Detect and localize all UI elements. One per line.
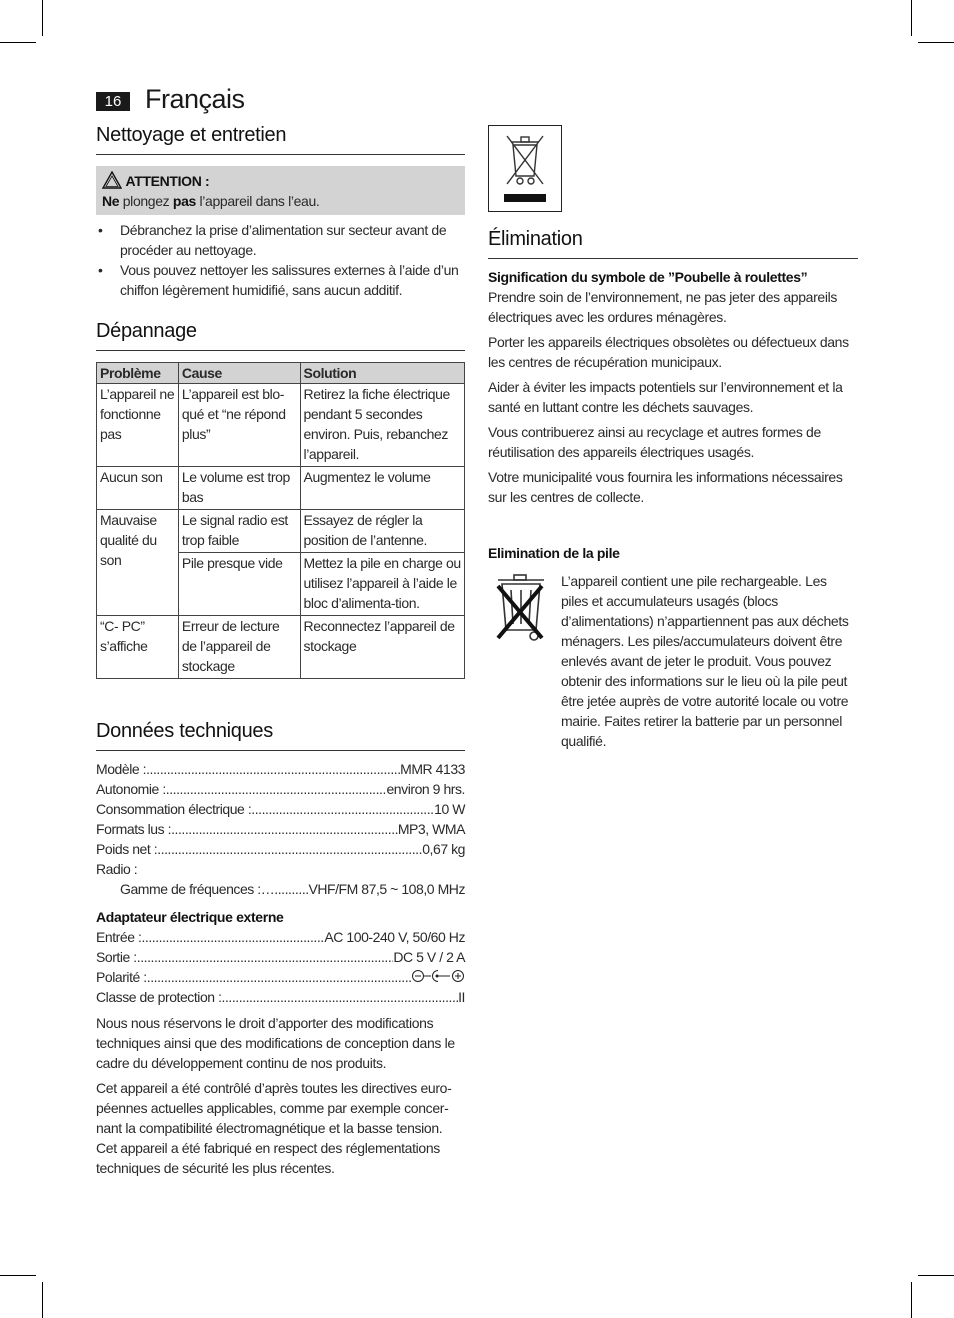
- column-header: Solution: [300, 363, 465, 384]
- section-rule: [96, 750, 465, 751]
- spec-label: Gamme de fréquences :…: [120, 881, 275, 897]
- spec-label: Radio :: [96, 861, 138, 877]
- crop-mark: [42, 0, 43, 36]
- warning-segment: l’appareil dans l’eau.: [195, 193, 320, 209]
- spec-label: Entrée :: [96, 929, 142, 945]
- problem-cell: “C- PC” s’affiche: [97, 616, 179, 679]
- list-item: • Vous pouvez nettoyer les salissures externes à l’aide d’un chiffon légèrement humidifié, sans aucun additif.: [96, 260, 465, 300]
- spec-value: DC 5 V / 2 A: [393, 949, 465, 965]
- spec-row: [96, 927, 465, 947]
- column-header: Cause: [178, 363, 300, 384]
- spec-value: AC 100-240 V, 50/60 Hz: [324, 929, 465, 945]
- spec-label: Classe de protection :: [96, 989, 222, 1005]
- crop-mark: [918, 42, 954, 43]
- spec-value: VHF/FM 87,5 ~ 108,0 MHz: [308, 881, 465, 897]
- solution-cell: Essayez de régler la position de l’antenne.: [300, 510, 465, 553]
- crop-mark: [42, 1282, 43, 1318]
- spec-row: [96, 859, 465, 879]
- disposal-paragraph: Aider à éviter les impacts potentiels sur l’environnement et la santé en luttant contre les déchets sauvages.: [488, 379, 843, 415]
- problem-cell: Mauvaise qualité du son: [97, 510, 179, 616]
- crop-mark: [911, 1282, 912, 1318]
- spec-row: [96, 839, 465, 859]
- spec-label: Consommation électrique :: [96, 801, 252, 817]
- spec-row: [96, 759, 465, 779]
- spec-label: Sortie :: [96, 949, 137, 965]
- section-rule: [488, 258, 858, 259]
- cause-cell: Le volume est trop bas: [178, 467, 300, 510]
- warning-box: [96, 166, 465, 215]
- warning-emphasis: Ne: [102, 193, 120, 209]
- battery-bin-symbol: [490, 572, 550, 651]
- specs-note: Cet appareil a été contrôlé d’après toutes les directives euro-péennes actuelles applicables, comme par exemple concer-nant la compatibilité électromagnétique et la basse tension. Cet appareil a été fabriqué en respect des réglementations techniques de sécurité les plus récentes.: [96, 1080, 452, 1176]
- table-row: [97, 510, 465, 553]
- crop-mark: [918, 1275, 954, 1276]
- disposal-paragraph: Porter les appareils électriques obsolètes ou défectueux dans les centres de récupération municipaux.: [488, 334, 849, 370]
- troubleshooting-title: Dépannage: [96, 320, 197, 342]
- table-header-row: [97, 363, 465, 384]
- crop-mark: [0, 42, 36, 43]
- cleaning-list: [96, 220, 465, 300]
- weee-symbol-box: [488, 125, 562, 212]
- disposal-body: [488, 267, 858, 507]
- spec-value: MP3, WMA: [397, 821, 465, 837]
- crossed-bin-icon: [490, 572, 550, 646]
- spec-value: II: [458, 989, 465, 1005]
- adapter-title: Adaptateur électrique externe: [96, 909, 284, 925]
- crossed-bin-icon: [489, 126, 561, 211]
- spec-row: [96, 819, 465, 839]
- warning-text: [102, 191, 459, 211]
- problem-cell: L’appareil ne fonctionne pas: [97, 384, 179, 467]
- solution-cell: Retirez la fiche électrique pendant 5 secondes environ. Puis, rebanchez l’appareil.: [300, 384, 465, 467]
- spec-row: [96, 879, 465, 899]
- table-row: [97, 616, 465, 679]
- disposal-paragraph: Prendre soin de l’environnement, ne pas jeter des appareils électriques avec les ordures ménagères.: [488, 289, 838, 325]
- solution-cell: Mettez la pile en charge ou utilisez l’appareil à l’aide le bloc d’alimenta-tion.: [300, 553, 465, 616]
- problem-cell: Aucun son: [97, 467, 179, 510]
- crop-mark: [911, 0, 912, 36]
- spec-row: [96, 947, 465, 967]
- specs-note: Nous nous réservons le droit d’apporter des modifications techniques ainsi que des modifications de conception dans le cadre du développement continu de nos produits.: [96, 1015, 455, 1071]
- table-row: [97, 384, 465, 467]
- page-number: 16: [96, 92, 130, 111]
- spec-label: Modèle :: [96, 761, 147, 777]
- spec-row: [96, 779, 465, 799]
- disposal-subtitle: Signification du symbole de ”Poubelle à roulettes”: [488, 269, 808, 285]
- solution-cell: Augmentez le volume: [300, 467, 465, 510]
- spec-row: [96, 799, 465, 819]
- specs-title: Données techniques: [96, 720, 273, 742]
- warning-segment: plongez: [119, 193, 173, 209]
- page-language: Français: [145, 84, 245, 114]
- disposal-paragraph: Votre municipalité vous fournira les informations nécessaires sur les centres de collecte.: [488, 469, 843, 505]
- spec-row: [96, 967, 465, 987]
- cause-cell: Erreur de lecture de l’appareil de stockage: [178, 616, 300, 679]
- spec-row: [96, 987, 465, 1007]
- warning-heading: [102, 171, 459, 191]
- warning-triangle-icon: [102, 171, 122, 189]
- battery-text: L’appareil contient une pile rechargeable. Les piles et accumulateurs usagés (blocs d’alimentations) n’appartiennent pas aux déchets ménagers. Les piles/accumulateurs doivent être enlevés avant de jeter le produit. Vous pouvez obtenir des informations sur le lieu où la pile peut être jetée auprès de votre autorité locale ou votre mairie. Faites retirer la batterie par un personnel qualifié.: [561, 573, 849, 749]
- spec-value: 10 W: [434, 801, 465, 817]
- solution-cell: Reconnectez l’appareil de stockage: [300, 616, 465, 679]
- list-item: • Débranchez la prise d’alimentation sur secteur avant de procéder au nettoyage.: [96, 220, 465, 260]
- spec-label: Formats lus :: [96, 821, 172, 837]
- cause-cell: Le signal radio est trop faible: [178, 510, 300, 553]
- attention-label: ATTENTION :: [125, 173, 210, 189]
- cause-cell: Pile presque vide: [178, 553, 300, 616]
- cause-cell: L’appareil est blo-qué et “ne répond plus”: [178, 384, 300, 467]
- table-row: [97, 467, 465, 510]
- spec-label: Polarité :: [96, 969, 147, 985]
- polarity-icon: [411, 967, 465, 987]
- spec-label: Autonomie :: [96, 781, 166, 797]
- battery-title: Elimination de la pile: [488, 545, 620, 561]
- section-rule: [96, 350, 465, 351]
- column-header: Problème: [97, 363, 179, 384]
- disposal-paragraph: Vous contribuerez ainsi au recyclage et autres formes de réutilisation des appareils électriques usagés.: [488, 424, 821, 460]
- cleaning-title: Nettoyage et entretien: [96, 124, 287, 146]
- warning-emphasis: pas: [172, 193, 196, 209]
- spec-value: environ 9 hrs.: [386, 781, 465, 797]
- spec-value: MMR 4133: [400, 761, 465, 777]
- crop-mark: [0, 1275, 36, 1276]
- disposal-title: Élimination: [488, 228, 583, 250]
- specs-list: [96, 759, 465, 1178]
- section-rule: [96, 154, 465, 155]
- troubleshooting-table: [96, 362, 465, 679]
- spec-value: 0,67 kg: [422, 841, 465, 857]
- spec-label: Poids net :: [96, 841, 158, 857]
